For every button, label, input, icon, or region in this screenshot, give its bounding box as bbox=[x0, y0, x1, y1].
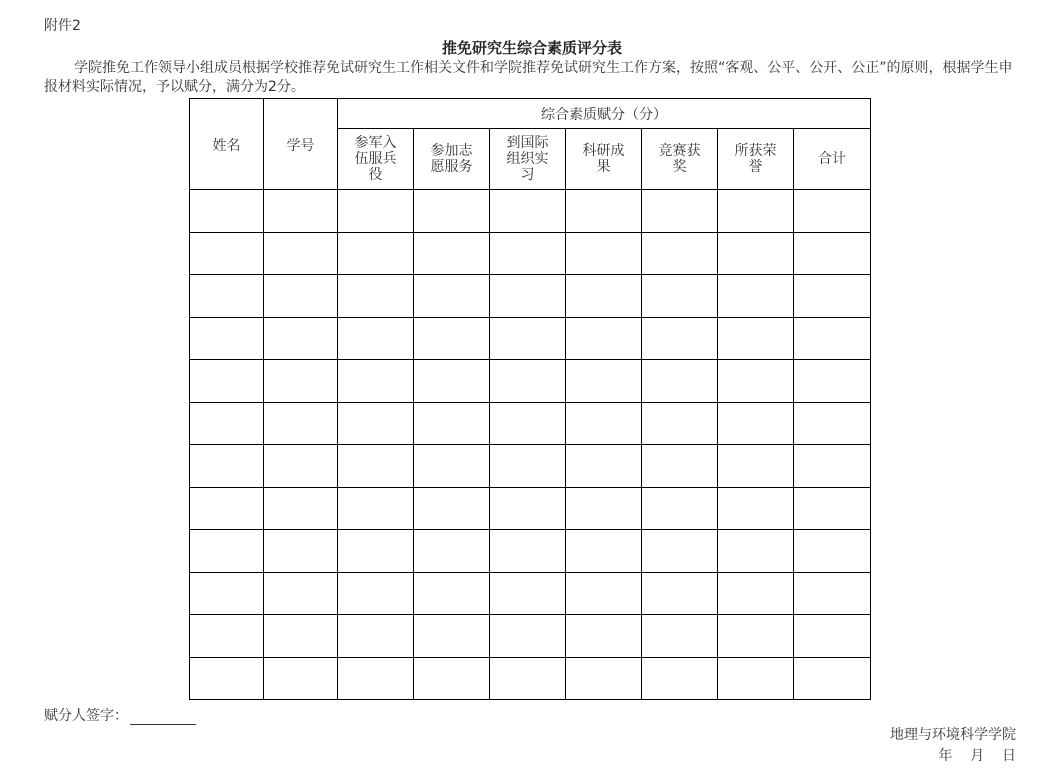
table-row bbox=[190, 317, 871, 360]
table-cell[interactable] bbox=[718, 615, 794, 658]
table-cell[interactable] bbox=[566, 232, 642, 275]
school-name: 地理与环境科学学院 bbox=[890, 727, 1016, 743]
table-cell[interactable] bbox=[414, 317, 490, 360]
table-cell[interactable] bbox=[642, 530, 718, 573]
table-cell[interactable] bbox=[338, 530, 414, 573]
table-cell[interactable] bbox=[264, 530, 338, 573]
header-student-id: 学号 bbox=[264, 99, 338, 190]
header-volunteer-service bbox=[414, 129, 490, 190]
table-cell[interactable] bbox=[642, 657, 718, 700]
table-cell[interactable] bbox=[642, 445, 718, 488]
table-cell[interactable] bbox=[338, 402, 414, 445]
table-cell[interactable] bbox=[566, 487, 642, 530]
table-cell[interactable] bbox=[566, 530, 642, 573]
table-cell[interactable] bbox=[642, 572, 718, 615]
table-cell[interactable] bbox=[718, 402, 794, 445]
table-row bbox=[190, 615, 871, 658]
table-cell[interactable] bbox=[338, 615, 414, 658]
table-cell[interactable] bbox=[718, 190, 794, 233]
table-cell[interactable] bbox=[490, 275, 566, 318]
table-cell[interactable] bbox=[338, 275, 414, 318]
table-row bbox=[190, 572, 871, 615]
table-cell[interactable] bbox=[264, 402, 338, 445]
table-cell[interactable] bbox=[794, 360, 871, 403]
table-cell[interactable] bbox=[414, 190, 490, 233]
table-cell[interactable] bbox=[566, 190, 642, 233]
table-cell[interactable] bbox=[794, 615, 871, 658]
table-cell[interactable] bbox=[264, 445, 338, 488]
table-cell[interactable] bbox=[642, 360, 718, 403]
header-total-label: 合计 bbox=[818, 151, 846, 167]
table-cell[interactable] bbox=[718, 530, 794, 573]
table-cell[interactable] bbox=[190, 572, 264, 615]
table-cell[interactable] bbox=[794, 275, 871, 318]
header-intl-internship-label: 到国际组织实习 bbox=[506, 135, 549, 183]
table-cell[interactable] bbox=[718, 445, 794, 488]
table-cell[interactable] bbox=[264, 572, 338, 615]
header-name: 姓名 bbox=[190, 99, 264, 190]
table-cell[interactable] bbox=[794, 190, 871, 233]
table-cell[interactable] bbox=[338, 360, 414, 403]
table-row bbox=[190, 232, 871, 275]
header-research-results bbox=[566, 129, 642, 190]
table-cell[interactable] bbox=[190, 615, 264, 658]
table-cell[interactable] bbox=[566, 657, 642, 700]
table-cell[interactable] bbox=[566, 615, 642, 658]
table-cell[interactable] bbox=[490, 360, 566, 403]
table-cell[interactable] bbox=[566, 402, 642, 445]
table-cell[interactable] bbox=[338, 487, 414, 530]
table-cell[interactable] bbox=[414, 572, 490, 615]
header-military-service bbox=[338, 129, 414, 190]
table-cell[interactable] bbox=[264, 275, 338, 318]
table-row bbox=[190, 445, 871, 488]
table-row bbox=[190, 530, 871, 573]
table-cell[interactable] bbox=[642, 232, 718, 275]
document-title: 推免研究生综合素质评分表 bbox=[441, 39, 622, 57]
table-cell[interactable] bbox=[190, 487, 264, 530]
date-line: 年 月 日 bbox=[938, 748, 1016, 764]
signature-area bbox=[44, 707, 196, 725]
table-cell[interactable] bbox=[414, 530, 490, 573]
table-cell[interactable] bbox=[190, 275, 264, 318]
table-cell[interactable] bbox=[338, 572, 414, 615]
table-cell[interactable] bbox=[338, 190, 414, 233]
table-cell[interactable] bbox=[414, 487, 490, 530]
table-cell[interactable] bbox=[414, 615, 490, 658]
table-cell[interactable] bbox=[794, 530, 871, 573]
table-cell[interactable] bbox=[264, 657, 338, 700]
table-row bbox=[190, 275, 871, 318]
table-cell[interactable] bbox=[794, 572, 871, 615]
table-cell[interactable] bbox=[794, 232, 871, 275]
table-cell[interactable] bbox=[490, 572, 566, 615]
table-cell[interactable] bbox=[190, 445, 264, 488]
table-cell[interactable] bbox=[642, 317, 718, 360]
table-row bbox=[190, 360, 871, 403]
table-cell[interactable] bbox=[264, 317, 338, 360]
table-cell[interactable] bbox=[718, 487, 794, 530]
table-cell[interactable] bbox=[338, 445, 414, 488]
table-cell[interactable] bbox=[490, 190, 566, 233]
table-cell[interactable] bbox=[566, 360, 642, 403]
table-cell[interactable] bbox=[338, 232, 414, 275]
table-cell[interactable] bbox=[718, 572, 794, 615]
table-cell[interactable] bbox=[794, 445, 871, 488]
header-competition-awards-label: 竞赛获奖 bbox=[658, 143, 701, 175]
table-cell[interactable] bbox=[718, 232, 794, 275]
intro-paragraph: 学院推免工作领导小组成员根据学校推荐免试研究生工作相关文件和学院推荐免试研究生工作方案，按照“客观、公平、公开、公正”的原则，根据学生申报材料实际情况，予以赋分，满分为2分。 bbox=[44, 60, 1013, 95]
header-honors bbox=[718, 129, 794, 190]
table-cell[interactable] bbox=[338, 317, 414, 360]
table-cell[interactable] bbox=[642, 275, 718, 318]
table-cell[interactable] bbox=[414, 232, 490, 275]
table-cell[interactable] bbox=[490, 530, 566, 573]
table-cell[interactable] bbox=[190, 402, 264, 445]
table-cell[interactable] bbox=[414, 275, 490, 318]
table-cell[interactable] bbox=[190, 317, 264, 360]
table-cell[interactable] bbox=[190, 530, 264, 573]
table-cell[interactable] bbox=[190, 360, 264, 403]
table-cell[interactable] bbox=[718, 360, 794, 403]
table-cell[interactable] bbox=[264, 190, 338, 233]
table-cell[interactable] bbox=[566, 445, 642, 488]
table-row bbox=[190, 190, 871, 233]
table-cell[interactable] bbox=[718, 317, 794, 360]
table-cell[interactable] bbox=[718, 657, 794, 700]
table-cell[interactable] bbox=[566, 317, 642, 360]
score-table bbox=[189, 98, 871, 700]
header-honors-label: 所获荣誉 bbox=[734, 143, 777, 175]
table-cell[interactable] bbox=[490, 317, 566, 360]
table-cell[interactable] bbox=[642, 402, 718, 445]
table-cell[interactable] bbox=[490, 402, 566, 445]
table-body bbox=[190, 190, 871, 700]
table-cell[interactable] bbox=[490, 615, 566, 658]
table-cell[interactable] bbox=[642, 487, 718, 530]
table-cell[interactable] bbox=[338, 657, 414, 700]
table-cell[interactable] bbox=[794, 317, 871, 360]
attachment-label: 附件2 bbox=[44, 18, 81, 34]
header-volunteer-service-label: 参加志愿服务 bbox=[430, 143, 473, 175]
table-cell[interactable] bbox=[566, 275, 642, 318]
table-cell[interactable] bbox=[718, 275, 794, 318]
table-cell[interactable] bbox=[264, 360, 338, 403]
header-total bbox=[794, 129, 871, 190]
table-cell[interactable] bbox=[414, 360, 490, 403]
table-cell[interactable] bbox=[490, 487, 566, 530]
header-score-group: 综合素质赋分（分） bbox=[338, 99, 871, 129]
table-row bbox=[190, 402, 871, 445]
header-competition-awards bbox=[642, 129, 718, 190]
signature-line[interactable] bbox=[130, 709, 196, 725]
header-military-service-label: 参军入伍服兵役 bbox=[354, 135, 397, 183]
table-row bbox=[190, 487, 871, 530]
header-research-results-label: 科研成果 bbox=[582, 143, 625, 175]
table-cell[interactable] bbox=[264, 487, 338, 530]
table-cell[interactable] bbox=[794, 487, 871, 530]
table-cell[interactable] bbox=[414, 402, 490, 445]
table-cell[interactable] bbox=[414, 657, 490, 700]
table-cell[interactable] bbox=[642, 615, 718, 658]
table-row bbox=[190, 657, 871, 700]
table-cell[interactable] bbox=[794, 657, 871, 700]
header-intl-internship bbox=[490, 129, 566, 190]
table-cell[interactable] bbox=[414, 445, 490, 488]
table-cell[interactable] bbox=[490, 657, 566, 700]
table-cell[interactable] bbox=[264, 615, 338, 658]
table-cell[interactable] bbox=[794, 402, 871, 445]
table-cell[interactable] bbox=[190, 232, 264, 275]
table-cell[interactable] bbox=[190, 657, 264, 700]
table-cell[interactable] bbox=[642, 190, 718, 233]
table-cell[interactable] bbox=[566, 572, 642, 615]
table-cell[interactable] bbox=[190, 190, 264, 233]
signature-label: 赋分人签字： bbox=[44, 708, 128, 724]
table-cell[interactable] bbox=[490, 232, 566, 275]
table-cell[interactable] bbox=[490, 445, 566, 488]
table-cell[interactable] bbox=[264, 232, 338, 275]
